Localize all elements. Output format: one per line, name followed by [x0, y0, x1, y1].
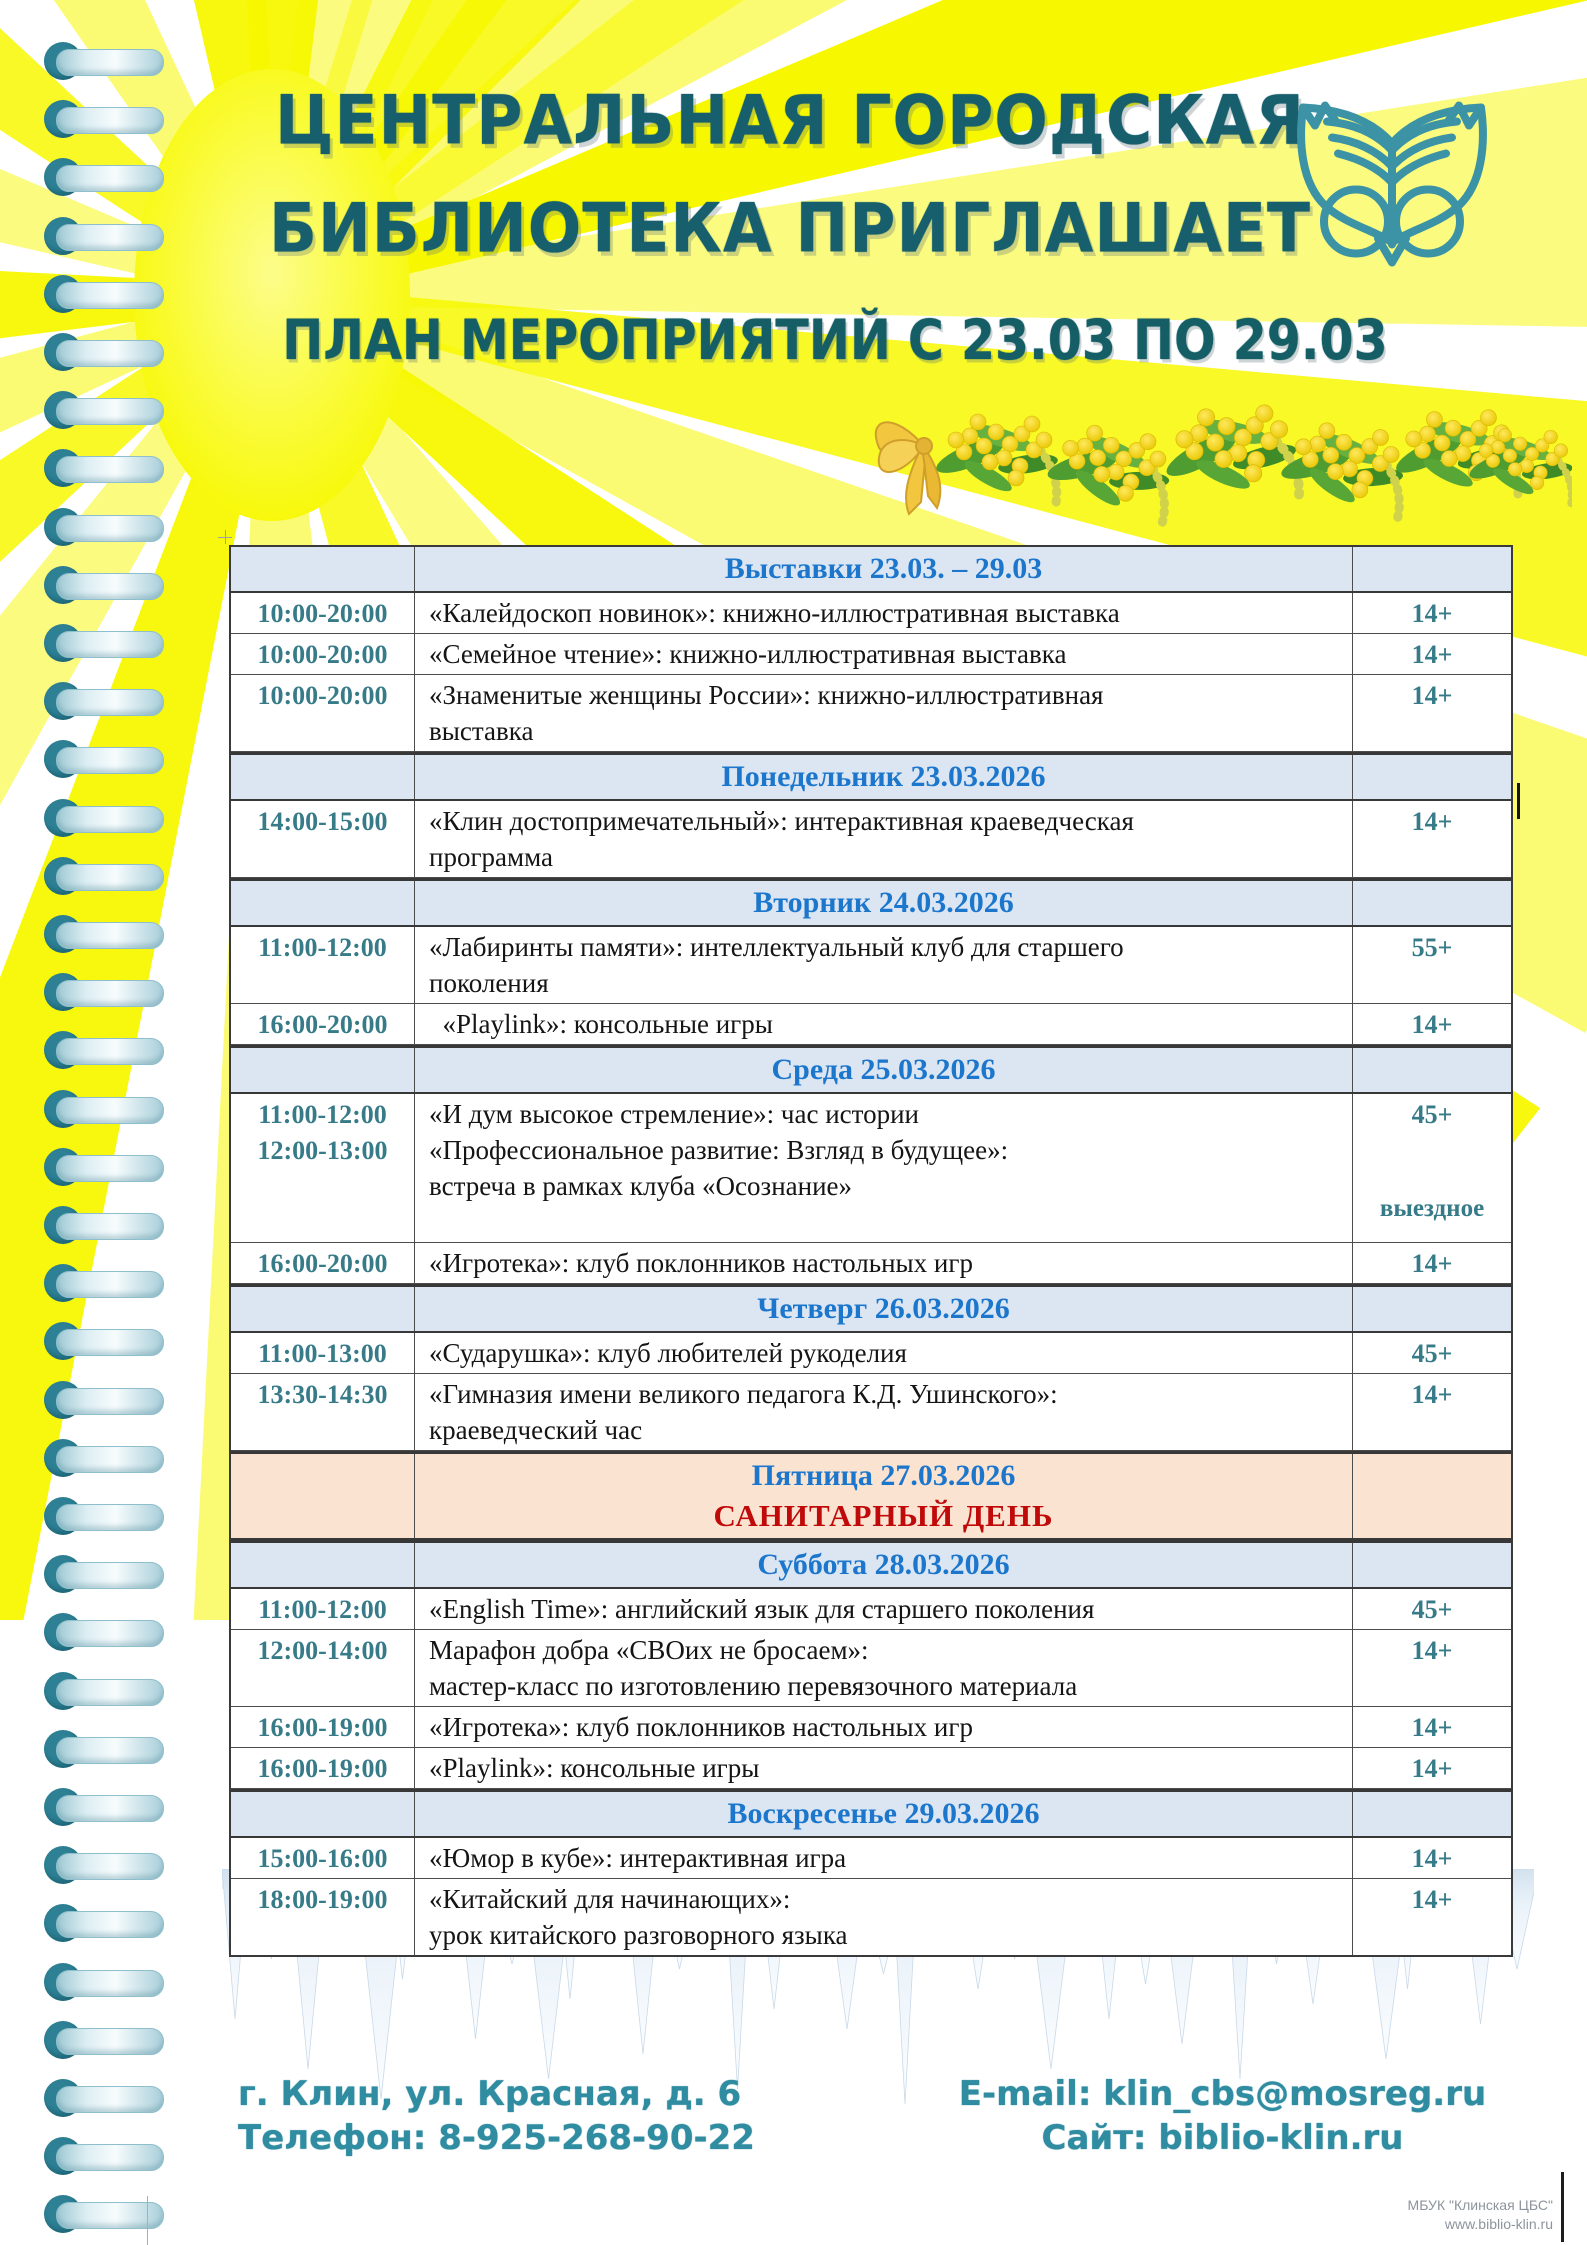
binder-ring-bar	[56, 2086, 164, 2113]
binder-ring	[44, 624, 164, 664]
binder-ring	[44, 740, 164, 780]
section-title-cell	[415, 1048, 1353, 1092]
event-text-line: Марафон добра «СВОих не бросаем»:	[429, 1635, 869, 1665]
contact-online-block	[930, 2072, 1515, 2160]
age-badge: 14+	[1411, 1249, 1453, 1278]
binder-ring-bar	[56, 1038, 164, 1065]
section-title-cell	[415, 1792, 1353, 1836]
section-header-row	[231, 547, 1511, 593]
binder-ring	[44, 1322, 164, 1362]
age-cell	[1353, 1879, 1511, 1955]
time-cell	[231, 1004, 415, 1044]
age-cell	[1353, 1333, 1511, 1373]
age-badge: 14+	[1411, 1754, 1453, 1783]
event-title-cell	[415, 1748, 1353, 1788]
contact-address-block	[238, 2072, 838, 2160]
time-cell	[231, 1792, 415, 1836]
binder-ring	[44, 2195, 164, 2235]
event-text-line: «Юмор в кубе»: интерактивная игра	[429, 1843, 847, 1873]
age-cell	[1353, 801, 1511, 877]
age-badge: 14+	[1411, 807, 1453, 836]
mimosa-garland-image	[862, 382, 1572, 547]
events-schedule-table	[229, 545, 1513, 1957]
binder-ring	[44, 1381, 164, 1421]
library-owl-book-logo-icon	[1272, 84, 1512, 289]
age-cell	[1353, 1792, 1511, 1836]
binder-ring-bar	[56, 1329, 164, 1356]
event-title-cell	[415, 1094, 1353, 1242]
age-cell	[1353, 1748, 1511, 1788]
site-text: Сайт: biblio-klin.ru	[1041, 2118, 1404, 2158]
binder-ring	[44, 275, 164, 315]
event-text-line: программа	[429, 842, 553, 872]
age-badge: 14+	[1411, 599, 1453, 628]
binder-ring-bar	[56, 224, 164, 251]
event-title-cell	[415, 1879, 1353, 1955]
age-cell	[1353, 1094, 1511, 1242]
event-row	[231, 634, 1511, 675]
time-cell	[231, 1454, 415, 1538]
binder-ring	[44, 566, 164, 606]
age-cell	[1353, 881, 1511, 925]
binder-ring	[44, 1206, 164, 1246]
time-cell	[231, 1879, 415, 1955]
event-text-line: «Playlink»: консольные игры	[429, 1009, 773, 1039]
event-text-line: «English Time»: английский язык для старшего поколения	[429, 1594, 1095, 1624]
event-text-line: встреча в рамках клуба «Осознание»	[429, 1171, 853, 1201]
event-title-cell	[415, 1707, 1353, 1747]
age-badge: 14+	[1411, 1844, 1453, 1873]
event-text-line: «Профессиональное развитие: Взгляд в будущее»:	[429, 1135, 1009, 1165]
age-badge: 14+	[1411, 1380, 1453, 1409]
age-badge: 14+	[1411, 1885, 1453, 1914]
event-time: 16:00-19:00	[257, 1754, 388, 1783]
binder-ring-bar	[56, 1795, 164, 1822]
age-cell	[1353, 1454, 1511, 1538]
event-title-cell	[415, 801, 1353, 877]
age-cell	[1353, 1630, 1511, 1706]
event-time: 16:00-20:00	[257, 1010, 388, 1039]
poster-title-line1: ЦЕНТРАЛЬНАЯ ГОРОДСКАЯ	[275, 81, 1305, 160]
event-row	[231, 675, 1511, 752]
age-cell	[1353, 1838, 1511, 1878]
binder-ring	[44, 1555, 164, 1595]
address-text: г. Клин, ул. Красная, д. 6	[238, 2074, 742, 2114]
event-text-line: «Калейдоскоп новинок»: книжно-иллюстративная выставка	[429, 598, 1120, 628]
age-cell	[1353, 927, 1511, 1003]
binder-ring-bar	[56, 515, 164, 542]
binder-ring	[44, 1672, 164, 1712]
age-badge: 14+	[1411, 1636, 1453, 1665]
event-row	[231, 1374, 1511, 1451]
event-text-line: «Знаменитые женщины России»: книжно-иллюстративная	[429, 680, 1104, 710]
ribbon-bow-icon	[876, 422, 941, 514]
binder-ring	[44, 857, 164, 897]
binder-ring-bar	[56, 1213, 164, 1240]
event-time: 15:00-16:00	[257, 1844, 388, 1873]
age-badge: 55+	[1411, 933, 1453, 962]
binder-ring-bar	[56, 689, 164, 716]
binder-ring	[44, 1963, 164, 2003]
section-title-cell	[415, 881, 1353, 925]
section-title-cell	[415, 1454, 1353, 1538]
event-text-line: «Playlink»: консольные игры	[429, 1753, 760, 1783]
small-print	[1408, 2196, 1553, 2234]
binder-ring-bar	[56, 631, 164, 658]
event-title-cell	[415, 1333, 1353, 1373]
event-time: 10:00-20:00	[257, 681, 388, 710]
spiral-binding	[0, 0, 190, 2245]
event-title-cell	[415, 1589, 1353, 1629]
age-note: выездное	[1379, 1195, 1485, 1222]
age-cell	[1353, 593, 1511, 633]
section-header-row	[231, 752, 1511, 801]
time-cell	[231, 593, 415, 633]
page-edge-line	[1561, 2172, 1564, 2242]
event-text-line: «Семейное чтение»: книжно-иллюстративная выставка	[429, 639, 1067, 669]
binder-ring	[44, 391, 164, 431]
binder-ring	[44, 333, 164, 373]
event-text-line: «Игротека»: клуб поклонников настольных игр	[429, 1248, 973, 1278]
binder-ring-bar	[56, 1737, 164, 1764]
section-title: Воскресенье 29.03.2026	[727, 1797, 1040, 1830]
event-row	[231, 927, 1511, 1004]
event-text-line: поколения	[429, 968, 549, 998]
time-cell	[231, 1838, 415, 1878]
time-cell	[231, 1094, 415, 1242]
binder-ring	[44, 449, 164, 489]
event-text-line: «Лабиринты памяти»: интеллектуальный клуб для старшего	[429, 932, 1124, 962]
event-title-cell	[415, 927, 1353, 1003]
binder-ring	[44, 1031, 164, 1071]
phone-text: Телефон: 8-925-268-90-22	[238, 2118, 755, 2158]
binder-ring-bar	[56, 1562, 164, 1589]
binder-ring	[44, 1730, 164, 1770]
org-small-print: МБУК "Клинская ЦБС"	[1407, 2197, 1553, 2213]
event-row	[231, 1589, 1511, 1630]
section-title-cell	[415, 1287, 1353, 1331]
binder-ring-bar	[56, 864, 164, 891]
event-time: 11:00-12:00	[258, 1100, 387, 1129]
section-title: Понедельник 23.03.2026	[721, 760, 1046, 793]
event-text-line: выставка	[429, 716, 534, 746]
section-title: Пятница 27.03.2026	[751, 1459, 1016, 1492]
age-badge: 14+	[1411, 1713, 1453, 1742]
binder-ring-bar	[56, 2144, 164, 2171]
age-cell	[1353, 755, 1511, 799]
section-title: Среда 25.03.2026	[771, 1053, 996, 1086]
time-cell	[231, 547, 415, 591]
event-time: 12:00-14:00	[257, 1636, 388, 1665]
event-row	[231, 801, 1511, 878]
age-cell	[1353, 1374, 1511, 1450]
time-cell	[231, 1333, 415, 1373]
event-time: 16:00-20:00	[257, 1249, 388, 1278]
event-time: 16:00-19:00	[257, 1713, 388, 1742]
age-cell	[1353, 1048, 1511, 1092]
event-time: 11:00-12:00	[258, 933, 387, 962]
time-cell	[231, 801, 415, 877]
event-time: 18:00-19:00	[257, 1885, 388, 1914]
binder-ring-bar	[56, 165, 164, 192]
event-time: 11:00-13:00	[258, 1339, 387, 1368]
text-cursor-artifact	[1517, 783, 1520, 819]
binder-ring-bar	[56, 1446, 164, 1473]
event-text-line: «И дум высокое стремление»: час истории	[429, 1099, 919, 1129]
table-move-handle-icon[interactable]	[218, 530, 232, 544]
event-text-line: мастер-класс по изготовлению перевязочного материала	[429, 1671, 1078, 1701]
binder-ring	[44, 1264, 164, 1304]
binder-ring	[44, 799, 164, 839]
time-cell	[231, 1048, 415, 1092]
section-title: Вторник 24.03.2026	[753, 886, 1014, 919]
binder-ring-bar	[56, 1155, 164, 1182]
section-header-row	[231, 1284, 1511, 1333]
binder-ring	[44, 100, 164, 140]
time-cell	[231, 634, 415, 674]
sanitary-day-label: САНИТАРНЫЙ ДЕНЬ	[713, 1498, 1054, 1533]
binder-ring	[44, 2021, 164, 2061]
binder-ring	[44, 1788, 164, 1828]
age-badge: 14+	[1411, 681, 1453, 710]
section-title-cell	[415, 755, 1353, 799]
age-badge: 14+	[1411, 640, 1453, 669]
binder-ring	[44, 2079, 164, 2119]
event-title-cell	[415, 1838, 1353, 1878]
binder-ring-bar	[56, 398, 164, 425]
event-title-cell	[415, 1004, 1353, 1044]
event-text-line: краеведческий час	[429, 1415, 643, 1445]
binder-ring	[44, 1904, 164, 1944]
event-title-cell	[415, 593, 1353, 633]
event-text-line: урок китайского разговорного языка	[429, 1920, 848, 1950]
event-text-line: «Сударушка»: клуб любителей рукоделия	[429, 1338, 907, 1368]
event-row	[231, 1094, 1511, 1243]
binder-ring-bar	[56, 49, 164, 76]
event-time: 10:00-20:00	[257, 640, 388, 669]
section-title: Суббота 28.03.2026	[757, 1548, 1010, 1581]
time-cell	[231, 1748, 415, 1788]
poster-title-line2: БИБЛИОТЕКА ПРИГЛАШАЕТ	[268, 189, 1311, 268]
age-cell	[1353, 1243, 1511, 1283]
time-cell	[231, 1630, 415, 1706]
binder-ring-bar	[56, 806, 164, 833]
email-text: E-mail: klin_cbs@mosreg.ru	[958, 2074, 1487, 2114]
binder-ring-bar	[56, 1970, 164, 1997]
time-cell	[231, 1374, 415, 1450]
binder-ring-bar	[56, 1504, 164, 1531]
age-cell	[1353, 1707, 1511, 1747]
time-cell	[231, 881, 415, 925]
binder-ring-bar	[56, 282, 164, 309]
binder-ring-bar	[56, 922, 164, 949]
event-row	[231, 1879, 1511, 1955]
binder-ring-bar	[56, 107, 164, 134]
time-cell	[231, 927, 415, 1003]
time-cell	[231, 1243, 415, 1283]
event-time: 13:30-14:30	[257, 1380, 388, 1409]
site-small-print: www.biblio-klin.ru	[1444, 2216, 1553, 2232]
binder-ring	[44, 1090, 164, 1130]
event-title-cell	[415, 1630, 1353, 1706]
section-title: Четверг 26.03.2026	[757, 1292, 1010, 1325]
binder-ring	[44, 1497, 164, 1537]
time-cell	[231, 1589, 415, 1629]
event-row	[231, 1333, 1511, 1374]
event-row	[231, 1838, 1511, 1879]
section-header-row	[231, 1789, 1511, 1838]
event-text-line: «Клин достопримечательный»: интерактивная краеведческая	[429, 806, 1134, 836]
binder-ring-bar	[56, 980, 164, 1007]
section-title-cell	[415, 1543, 1353, 1587]
age-cell	[1353, 1543, 1511, 1587]
age-badge: 45+	[1411, 1339, 1453, 1368]
event-text-line: «Гимназия имени великого педагога К.Д. Ушинского»:	[429, 1379, 1058, 1409]
event-time: 12:00-13:00	[257, 1136, 388, 1165]
event-text-line	[429, 1204, 1342, 1240]
event-text-line: «Китайский для начинающих»:	[429, 1884, 791, 1914]
binder-ring	[44, 42, 164, 82]
binder-ring-bar	[56, 456, 164, 483]
section-title: Выставки 23.03. – 29.03	[724, 552, 1043, 585]
binder-ring	[44, 217, 164, 257]
event-row	[231, 1630, 1511, 1707]
time-cell	[231, 755, 415, 799]
section-title-cell	[415, 547, 1353, 591]
event-text-line: «Игротека»: клуб поклонников настольных игр	[429, 1712, 973, 1742]
sanitary-day-row	[231, 1451, 1511, 1540]
age-cell	[1353, 1004, 1511, 1044]
event-row	[231, 1243, 1511, 1284]
binder-ring-bar	[56, 747, 164, 774]
age-cell	[1353, 675, 1511, 751]
binder-ring-bar	[56, 573, 164, 600]
binder-ring-bar	[56, 2028, 164, 2055]
binder-ring	[44, 1148, 164, 1188]
time-cell	[231, 1287, 415, 1331]
age-cell	[1353, 1589, 1511, 1629]
event-row	[231, 593, 1511, 634]
age-badge: 45+	[1411, 1595, 1453, 1624]
age-badge: 45+	[1411, 1100, 1453, 1129]
time-cell	[231, 1707, 415, 1747]
binder-ring-bar	[56, 1620, 164, 1647]
binder-ring	[44, 915, 164, 955]
binder-ring-bar	[56, 340, 164, 367]
event-time: 10:00-20:00	[257, 599, 388, 628]
margin-line	[147, 2196, 148, 2245]
binder-ring-bar	[56, 1853, 164, 1880]
binder-ring-bar	[56, 1388, 164, 1415]
binder-ring	[44, 973, 164, 1013]
age-cell	[1353, 1287, 1511, 1331]
poster-subtitle: ПЛАН МЕРОПРИЯТИЙ С 23.03 ПО 29.03	[282, 308, 1388, 373]
binder-ring	[44, 158, 164, 198]
binder-ring-bar	[56, 1271, 164, 1298]
binder-ring	[44, 1846, 164, 1886]
event-title-cell	[415, 675, 1353, 751]
event-row	[231, 1748, 1511, 1789]
binder-ring	[44, 2137, 164, 2177]
binder-ring	[44, 1439, 164, 1479]
event-title-cell	[415, 634, 1353, 674]
event-row	[231, 1707, 1511, 1748]
binder-ring	[44, 1613, 164, 1653]
event-title-cell	[415, 1243, 1353, 1283]
section-header-row	[231, 1540, 1511, 1589]
event-time: 11:00-12:00	[258, 1595, 387, 1624]
binder-ring-bar	[56, 1911, 164, 1938]
binder-ring-bar	[56, 1097, 164, 1124]
time-cell	[231, 675, 415, 751]
event-time: 14:00-15:00	[257, 807, 388, 836]
section-header-row	[231, 878, 1511, 927]
age-cell	[1353, 634, 1511, 674]
age-cell	[1353, 547, 1511, 591]
event-row	[231, 1004, 1511, 1045]
section-header-row	[231, 1045, 1511, 1094]
binder-ring	[44, 682, 164, 722]
time-cell	[231, 1543, 415, 1587]
event-title-cell	[415, 1374, 1353, 1450]
binder-ring-bar	[56, 1679, 164, 1706]
age-badge: 14+	[1411, 1010, 1453, 1039]
binder-ring	[44, 508, 164, 548]
